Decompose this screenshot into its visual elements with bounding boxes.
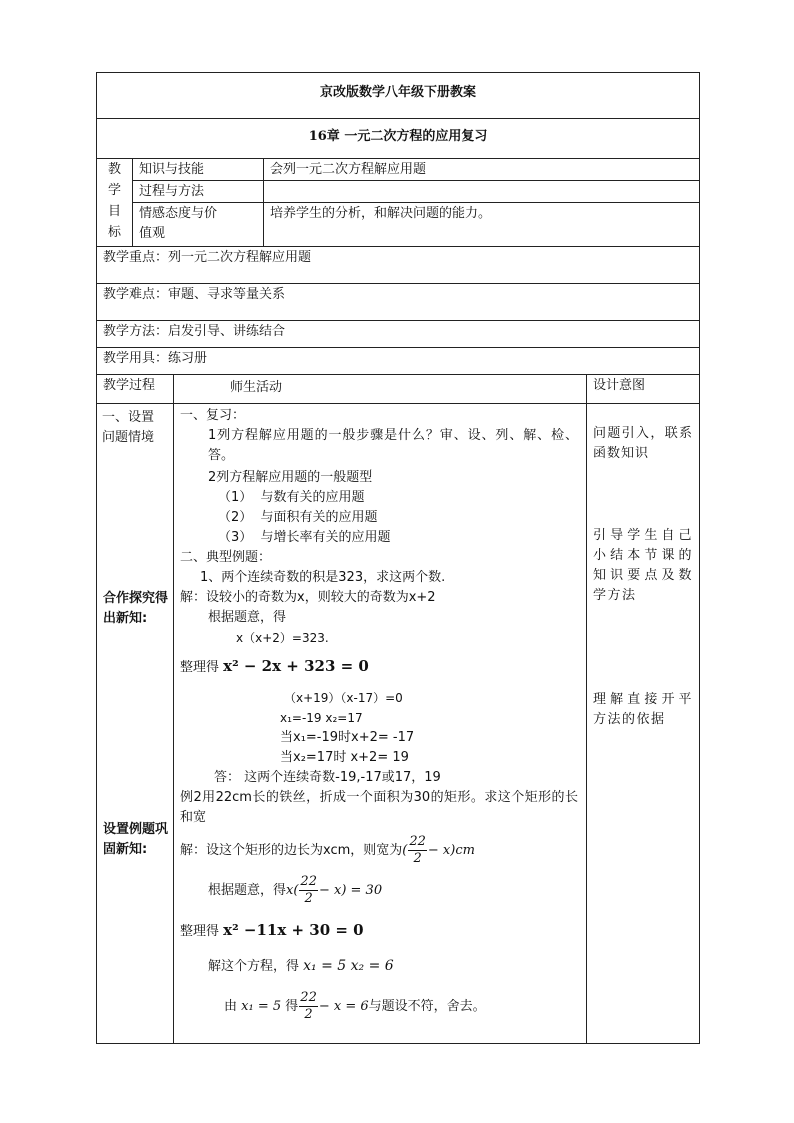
- case-1: 当x₁=-19时x+2= -17: [280, 730, 415, 745]
- simplified-2: 整理得 x² −11x + 30 = 0: [180, 921, 364, 939]
- header-activity: 师生活动: [174, 375, 587, 404]
- intent-column: [587, 404, 700, 1044]
- objective-attitude-label: 情感态度与价值观: [133, 203, 264, 247]
- objective-process-label: 过程与方法: [133, 181, 264, 203]
- solution-1: 解：设较小的奇数为x，则较大的奇数为x+2: [180, 590, 436, 605]
- answer-1: 答： 这两个连续奇数-19,-17或17，19: [214, 770, 441, 785]
- intent-1: 问题引入，联系函数知识: [593, 426, 694, 461]
- header-process: 教学过程: [97, 375, 174, 404]
- case-2: 当x₂=17时 x+2= 19: [280, 750, 409, 765]
- header-intent: 设计意图: [587, 375, 700, 404]
- document-title: 京改版数学八年级下册教案: [97, 73, 700, 119]
- stage-column: [97, 404, 174, 1044]
- methods: 教学方法：启发引导、讲练结合: [97, 321, 700, 348]
- objectives-label: 教 学 目 标: [97, 159, 133, 247]
- intent-3: 理解直接开平方法的依据: [593, 692, 694, 727]
- type-1: （1） 与数有关的应用题: [218, 490, 365, 505]
- type-2: （2） 与面积有关的应用题: [218, 510, 378, 525]
- question-1: 1列方程解应用题的一般步骤是什么？审、设、列、解、检、答。: [208, 428, 578, 463]
- by-problem-2: 根据题意，得x( $\frac{22}{2}$ − x) = 30: [208, 874, 383, 906]
- solution-2: 解：设这个矩形的边长为xcm，则宽为( $\frac{22}{2}$ − x)cm: [180, 834, 475, 866]
- key-points: 教学重点：列一元二次方程解应用题: [97, 247, 700, 284]
- factored: （x+19）（x-17）=0: [284, 691, 403, 705]
- example-2: 例2用22cm长的铁丝，折成一个面积为30的矩形。求这个矩形的长和宽: [180, 790, 578, 825]
- by-problem-1: 根据题意，得: [208, 610, 287, 625]
- objective-knowledge-content: 会列一元二次方程解应用题: [264, 159, 700, 181]
- simplified-1: 整理得 x² − 2x + 323 = 0: [180, 657, 369, 675]
- solve-2: 解这个方程，得 x₁ = 5 x₂ = 6: [208, 958, 394, 974]
- lesson-plan-table: [96, 72, 700, 1044]
- objective-knowledge-label: 知识与技能: [133, 159, 264, 181]
- tools: 教学用具：练习册: [97, 348, 700, 375]
- examples-heading: 二、典型例题：: [180, 550, 272, 565]
- review-heading: 一、复习：: [180, 408, 246, 423]
- type-3: （3） 与增长率有关的应用题: [218, 530, 391, 545]
- objective-attitude-content: 培养学生的分析，和解决问题的能力。: [264, 203, 700, 247]
- equation-1: x（x+2）=323.: [236, 631, 329, 645]
- reject-2: 由 x₁ = 5 得 $\frac{22}{2}$ − x = 6与题设不符，舍去。: [224, 990, 486, 1022]
- difficulties: 教学难点：审题、寻求等量关系: [97, 284, 700, 321]
- intent-2: 引导学生自己小结本节课的知识要点及数学方法: [593, 528, 694, 603]
- stage-2: 合作探究得出新知:: [103, 591, 169, 626]
- example-1: 1、两个连续奇数的积是323，求这两个数.: [200, 570, 446, 585]
- stage-1: 一、设置问题情境: [102, 410, 155, 445]
- objective-process-content: [264, 181, 700, 203]
- question-2: 2列方程解应用题的一般题型: [208, 470, 373, 485]
- roots-1: x₁=-19 x₂=17: [280, 711, 363, 725]
- stage-3: 设置例题巩固新知:: [103, 822, 169, 857]
- lesson-title: 16章 一元二次方程的应用复习: [97, 119, 700, 159]
- activity-column: [174, 404, 587, 1044]
- fraction: $\frac{22}{2}$: [409, 834, 426, 866]
